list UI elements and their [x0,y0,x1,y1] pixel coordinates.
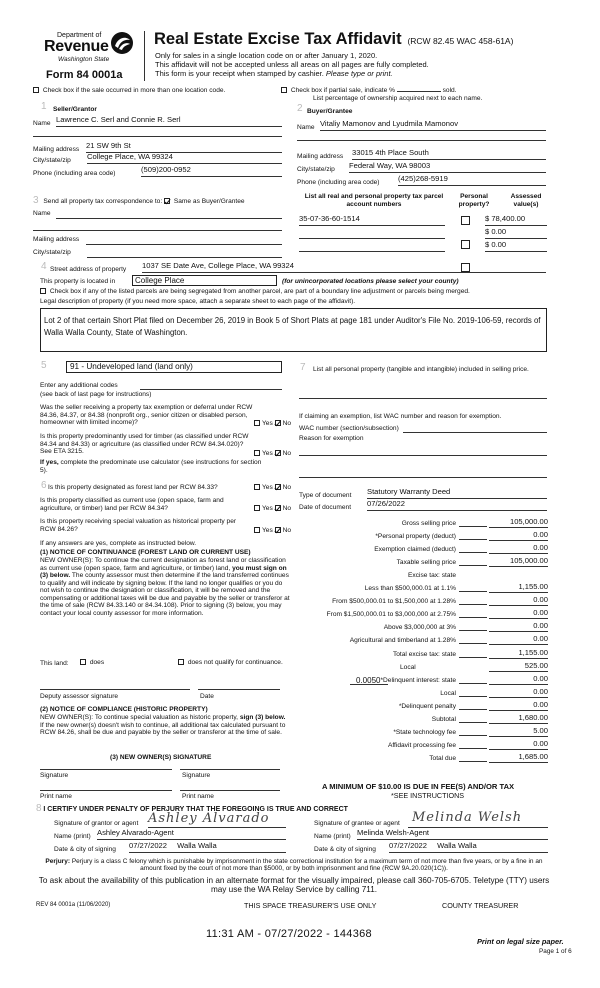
tax-line-value[interactable]: 1,680.00 [489,714,548,724]
grantor-date-field[interactable] [129,842,286,853]
owner-print-line-2 [180,790,280,791]
leader-line [459,539,487,540]
owner-sig-line-2 [180,769,280,770]
notice2-body [40,714,290,737]
tax-line-label: Gross selling price [401,520,456,527]
perjury-bold: Perjury: [45,858,70,865]
notice1-bold: you must sign on (3) below. [40,564,287,580]
grantor-date-label: Date & city of signing [54,846,116,853]
header-line3-text: This form is your receipt when stamped by cashier. [155,69,324,78]
reason-line-2 [299,477,547,478]
buyer-name-label: Name [297,124,315,131]
tax-line-value[interactable]: 0.00 [489,675,548,685]
tax-line-label: Less than $500,000.01 at 1.1% [364,585,456,592]
tax-line-label: Exemption claimed (deduct) [374,546,456,553]
buyer-address-field[interactable]: 33015 4th Place South [352,149,546,160]
multi-location-checkbox[interactable] [33,87,39,93]
dept-state: Washington State [58,56,110,63]
grantee-city: Walla Walla [437,841,477,850]
leader-line [459,709,487,710]
owner-print-line-1 [40,790,172,791]
form-title: Real Estate Excise Tax Affidavit [154,30,402,48]
partial-sale-checkbox[interactable] [281,87,287,93]
tax-corr-address-label: Mailing address [33,236,80,243]
q2-no-checkbox[interactable] [275,450,281,456]
q5-no-checkbox[interactable] [275,527,281,533]
land-use-select[interactable]: 91 - Undeveloped land (land only) [66,361,282,373]
seller-rule [33,136,282,137]
tax-line-value[interactable]: 0.00 [489,531,548,541]
tax-line-value[interactable]: 0.00 [489,740,548,750]
q1-yesno [254,420,291,428]
notice1-body [40,557,290,618]
leader-line [459,565,487,566]
tax-line-label: *Delinquent penalty [398,703,456,710]
q3-no-checkbox[interactable] [275,484,281,490]
tax-line-label: Total excise tax: state [392,651,456,658]
deputy-date-line [198,689,280,690]
multi-location-label: Check box if the sale occurred in more than one location code. [42,87,226,94]
tax-line-label: *State technology fee [393,729,456,736]
tax-corr-label: Send all property tax correspondence to: [43,198,163,205]
doc-date-field[interactable]: 07/26/2022 [367,500,547,511]
treasurer-use: THIS SPACE TREASURER'S USE ONLY [244,901,377,910]
tax-line-value[interactable]: 0.00 [489,635,548,645]
parcel-col-header: List all real and personal property tax parcel account numbers [304,193,444,208]
perjury-note [36,858,552,873]
grantor-signature[interactable]: Ashley Alvarado [148,811,270,826]
tax-corr-address-line [86,244,282,245]
notice2-text-a: NEW OWNER(S): To continue special valuation as historic property, [40,714,239,721]
property-section-num: 4 [41,261,47,272]
owner-sig-label-1: Signature [40,772,69,779]
tax-line-label: Total due [429,755,456,762]
q1-yes-label: Yes [262,420,273,427]
leader-line [459,761,487,762]
form-title-code: (RCW 82.45 WAC 458-61A) [407,36,514,46]
revenue-logo-icon [110,31,134,55]
q1-yes-checkbox[interactable] [254,420,260,426]
doc-type-field[interactable]: Statutory Warranty Deed [367,488,547,499]
q5-yes-label: Yes [262,527,273,534]
tax-line-value[interactable]: 105,000.00 [489,518,548,528]
buyer-phone-field[interactable]: (425)268-5919 [398,175,546,186]
q2-no-label: No [282,450,292,457]
personal-property-line-1 [299,398,547,399]
leader-line [459,604,487,605]
deputy-date-label: Date [200,693,214,700]
tax-corr-name-label: Name [33,210,51,217]
does-not-label: does not qualify for continuance. [187,659,283,666]
personal-property-checkbox[interactable] [461,240,470,249]
if-yes-bold: If yes, [40,459,59,466]
tax-line-value[interactable]: 1,155.00 [489,583,548,593]
form-number: Form 84 0001a [46,69,123,81]
doc-type-label: Type of document [299,492,352,499]
q1-no-label: No [282,420,292,427]
parcel-number-field[interactable] [299,228,445,239]
buyer-section-num: 2 [297,103,303,114]
street-field[interactable]: 1037 SE Date Ave, College Place, WA 99324 [142,262,546,273]
assessed-value-field[interactable]: $ 0.00 [485,228,547,239]
tax-line-value[interactable]: 0.00 [489,609,548,619]
owner-print-label-1: Print name [40,793,72,800]
perjury-text: Perjury is a class C felony which is punishable by imprisonment in the state correctional institution for a maximum term of not more than five years, or by a fine in an amount fixed by the court of not more than $5000, or by both imprisonment and fine (RCW 9A.20.020(1C)). [71,858,543,873]
seller-name-label: Name [33,120,51,127]
tax-line-label: Taxable selling price [396,559,456,566]
owner-sig-line-1 [40,769,172,770]
legal-label: Legal description of property (if you need more space, attach a separate sheet to each page of the affidavit). [40,298,356,305]
assessed-value-field[interactable]: $ 0.00 [485,241,547,252]
tax-line-value[interactable]: 105,000.00 [489,557,548,567]
partial-sale-note: List percentage of ownership acquired next to each name. [313,95,483,102]
grantee-date: 07/27/2022 [389,841,428,850]
leader-line [459,657,487,658]
seller-address-label: Mailing address [33,146,80,153]
q5-yes-checkbox[interactable] [254,527,260,533]
receipt-stamp: 11:31 AM - 07/27/2022 - 144368 [206,928,372,940]
q2-yes-checkbox[interactable] [254,450,260,456]
tax-corr-city-label: City/state/zip [33,249,71,256]
deputy-sig-label: Deputy assessor signature [40,693,119,700]
this-land-label: This land: [40,660,69,667]
additional-codes-note: (see back of last page for instructions) [40,391,152,398]
header-line3 [155,70,393,79]
if-yes-text: complete the predominate use calculator (see instructions for section 5). [40,459,262,474]
seller-city-field[interactable]: College Place, WA 99324 [87,153,282,164]
tax-corr-row [33,195,245,207]
local-label: Local [400,664,416,671]
q2-yesno [254,450,291,458]
local-rate: 0.0050 [356,676,381,685]
leader-line [459,696,487,697]
grantor-name-label: Name (print) [54,833,91,840]
wac-line [403,432,547,433]
doc-date-label: Date of document [299,504,352,511]
buyer-city-label: City/state/zip [297,166,335,173]
q5-yesno [254,527,291,535]
leader-line [459,591,487,592]
current-use-question: Is this property classified as current use (open space, farm and agriculture, or timber) land per RCW 84.34? [40,497,224,512]
q4-yesno [254,505,291,513]
assessed-value-field[interactable]: $ 78,400.00 [485,215,547,226]
located-select[interactable]: College Place [132,275,277,286]
partial-sale-row [281,85,457,95]
grantor-date: 07/27/2022 [129,841,168,850]
alt-format-note: To ask about the availability of this publication in an alternate format for the visually impaired, please call 360-705-6705. Teletype (TTY) users may use the WA Relay Service by calling 711. [38,876,550,895]
assessed-col-header: Assessed value(s) [510,193,542,208]
grantee-sig-label: Signature of grantee or agent [314,820,400,827]
personal-section-num: 7 [300,362,306,373]
exemption-question: Was the seller receiving a property tax exemption or deferral under RCW 84.36, 84.37, or 84.38 (nonprofit org., senior citizen or disabled person, homeowner with limited income)? [40,404,253,427]
parcel-number-field[interactable]: 35-07-36-60-1514 [299,215,445,226]
tax-line-label: Above $3,000,000 at 3% [383,624,456,631]
tax-line-value[interactable]: 5.00 [489,727,548,737]
located-label: This property is located in [40,278,116,285]
grantee-sig-line [408,827,548,828]
grantor-sig-label: Signature of grantor or agent [54,820,139,827]
leader-line [459,630,487,631]
seller-title: Seller/Grantor [53,106,97,113]
grantee-name-label: Name (print) [314,833,351,840]
timber-if-yes [40,459,270,474]
same-as-buyer-label: Same as Buyer/Grantee [173,198,245,205]
notice2-title: (2) NOTICE OF COMPLIANCE (HISTORIC PROPERTY) [40,706,208,713]
same-as-buyer-checkbox[interactable] [164,198,170,204]
certify-section-num: 8 [36,803,42,814]
leader-line [459,683,487,684]
tax-line-value[interactable]: 0.00 [489,622,548,632]
q3-yes-checkbox[interactable] [254,484,260,490]
notice2-bold: sign (3) below. [239,714,286,721]
partial-sale-sold: sold. [442,87,457,94]
q4-no-label: No [282,505,292,512]
parcel-number-field[interactable] [299,241,445,252]
segregated-label: Check box if any of the listed parcels are being segregated from another parcel, are part of a boundary line adjustment or parcels being merged. [49,288,470,295]
q3-no-label: No [282,484,292,491]
q1-no-checkbox[interactable] [275,420,281,426]
q3-yes-label: Yes [262,484,273,491]
seller-section-num: 1 [41,101,47,112]
header-line2: This affidavit will not be accepted unless all areas on all pages are fully completed. [155,60,429,69]
historic-question: Is this property receiving special valuation as historical property per RCW 84.26? [40,518,237,533]
grantor-name-field[interactable]: Ashley Alvarado-Agent [97,829,286,840]
timber-question: Is this property predominantly used for timber (as classified under RCW 84.34 and 84.33) or agriculture (as classified under RCW 84.34.020)? See ETA 3215. [40,433,249,456]
buyer-title: Buyer/Grantee [307,108,353,115]
leader-line [459,526,487,527]
tax-line-value[interactable]: 0.00 [489,701,548,711]
tax-line-label: Agricultural and timberland at 1.28% [349,637,456,644]
tax-line-value[interactable]: 0.00 [489,688,548,698]
q4-yes-label: Yes [262,505,273,512]
grantee-name-field[interactable]: Melinda Welsh-Agent [357,829,548,840]
partial-sale-percent[interactable] [397,85,441,92]
segregated-checkbox[interactable] [40,288,46,294]
tax-corr-city-line [87,257,282,258]
leader-line [459,748,487,749]
buyer-city-field[interactable]: Federal Way, WA 98003 [349,162,546,173]
forest-question: Is this property designated as forest land per RCW 84.33? [48,484,218,491]
seller-address-field[interactable]: 21 SW 9th St [86,142,282,153]
deputy-sig-line [40,689,190,690]
notice1-text-b: The county assessor must then determine if the land transferred continues to qualify and will indicate by signing below. If the land no longer qualifies or you do not wish to continue the designation or classification, it will be removed and the compensating or additional taxes will be due and payable by the seller or transferor at the time of sale (RCW 84.33.140 or 84.34.108). Prior to signing (3) below, you may contact your local county assessor for more information. [40,572,290,618]
tax-corr-section-num: 3 [33,195,39,206]
leader-line [459,552,487,553]
q4-no-checkbox[interactable] [275,505,281,511]
notice1-title: (1) NOTICE OF CONTINUANCE (FOREST LAND OR CURRENT USE) [40,549,251,556]
q4-yes-checkbox[interactable] [254,505,260,511]
buyer-name-field[interactable]: Vitaliy Mamonov and Lyudmila Mamonov [320,120,546,131]
local-tax-value[interactable]: 525.00 [489,662,548,672]
tax-line-value[interactable]: 1,155.00 [489,649,548,659]
does-not-checkbox[interactable] [178,659,184,665]
county-treasurer: COUNTY TREASURER [442,901,519,910]
tax-line-label: *Personal property (deduct) [375,533,456,540]
grantee-signature[interactable]: Melinda Welsh [412,810,523,825]
owner-sig-label-2: Signature [182,772,211,779]
seller-name-field[interactable]: Lawrence C. Serl and Connie R. Serl [56,116,282,127]
grantor-city: Walla Walla [177,841,217,850]
q3-num: 6 [41,480,47,491]
additional-codes-line [140,389,282,390]
rev-number: REV 84 0001a (11/06/2020) [36,902,111,908]
q3-yesno [254,484,291,492]
seller-phone-field[interactable]: (509)200-0952 [141,166,282,177]
grantee-date-label: Date & city of signing [314,846,376,853]
does-label: does [89,659,105,666]
personal-col-header: Personal property? [458,193,490,208]
q5-no-label: No [282,527,292,534]
q2-yes-label: Yes [262,450,273,457]
tax-line-value[interactable]: 0.00 [489,544,548,554]
tax-line-label: Excise tax: state [407,572,456,579]
tax-corr-rule [33,230,282,231]
notice3-title: (3) NEW OWNER(S) SIGNATURE [110,754,212,761]
exemption-label: If claiming an exemption, list WAC number and reason for exemption. [299,413,502,420]
street-label: Street address of property [50,266,127,273]
tax-corr-name-line [56,218,282,219]
header-divider [144,31,145,81]
tax-line-label: From $1,500,000.01 to $3,000,000 at 2.75% [326,611,456,618]
form-title-row [154,30,513,49]
legal-size-note: Print on legal size paper. [477,937,564,946]
partial-sale-label: Check box if partial sale, indicate % [290,87,395,94]
leader-line [459,722,487,723]
certify-title: I CERTIFY UNDER PENALTY OF PERJURY THAT THE FOREGOING IS TRUE AND CORRECT [43,806,348,813]
owner-print-label-2: Print name [182,793,214,800]
seller-city-label: City/state/zip [33,157,71,164]
leader-line [459,735,487,736]
reason-line-1 [299,455,547,456]
tax-line-label: *Delinquent interest: state [380,677,456,684]
header-line1: Only for sales in a single location code on or after January 1, 2020. [155,51,378,60]
header-line3-italic: Please type or print. [325,69,393,78]
buyer-rule [297,140,546,141]
buyer-address-label: Mailing address [297,153,344,160]
minimum-due: A MINIMUM OF $10.00 IS DUE IN FEE(S) AND/OR TAX [322,782,515,791]
legal-description-field[interactable]: Lot 2 of that certain Short Plat filed on December 26, 2019 in Book 5 of Short Plats at page 181 under Auditor's File No. 2019-106-59, records of Walla Walla County, State of Washington. [40,308,547,352]
wac-label: WAC number (section/subsection) [299,425,399,432]
leader-line [459,617,487,618]
located-note: (for unincorporated locations please select your county) [282,278,459,285]
if-any-yes: If any answers are yes, complete as instructed below. [40,540,197,547]
tax-line-label: From $500,000.01 to $1,500,000 at 1.28% [332,598,456,605]
tax-line-label: Local [440,690,456,697]
personal-property-label: List all personal property (tangible and intangible) included in selling price. [313,366,529,373]
grantee-date-field[interactable] [389,842,548,853]
additional-codes-label: Enter any additional codes [40,382,118,389]
leader-line [459,643,487,644]
tax-line-value[interactable]: 1,685.00 [489,753,548,763]
tax-line-value[interactable]: 0.00 [489,596,548,606]
notice2-text-b: If the new owner(s) doesn't wish to continue, all additional tax calculated pursuant to RCW 84.26, shall be due and payable by the seller or transferor at the time of sale. [40,721,286,737]
seller-phone-label: Phone (including area code) [33,170,116,177]
does-not-row [40,659,290,667]
multi-location-row [33,87,225,95]
notice1-text-a: NEW OWNER(S): To continue the current designation as forest land or classification as current use (open space, farm and agriculture, or timber) land, [40,557,286,572]
dept-revenue: Revenue [44,38,109,55]
landuse-section-num: 5 [41,360,47,371]
see-instructions: *SEE INSTRUCTIONS [391,791,465,800]
page-number: Page 1 of 6 [539,948,572,955]
reason-label: Reason for exemption [299,435,364,442]
tax-line-label: Subtotal [431,716,456,723]
dept-line1: Department of [57,32,102,39]
local-rate-line [350,684,388,685]
personal-property-checkbox[interactable] [461,216,470,225]
segregated-row [40,288,470,296]
tax-line-label: Affidavit processing fee [387,742,456,749]
buyer-phone-label: Phone (including area code) [297,179,380,186]
